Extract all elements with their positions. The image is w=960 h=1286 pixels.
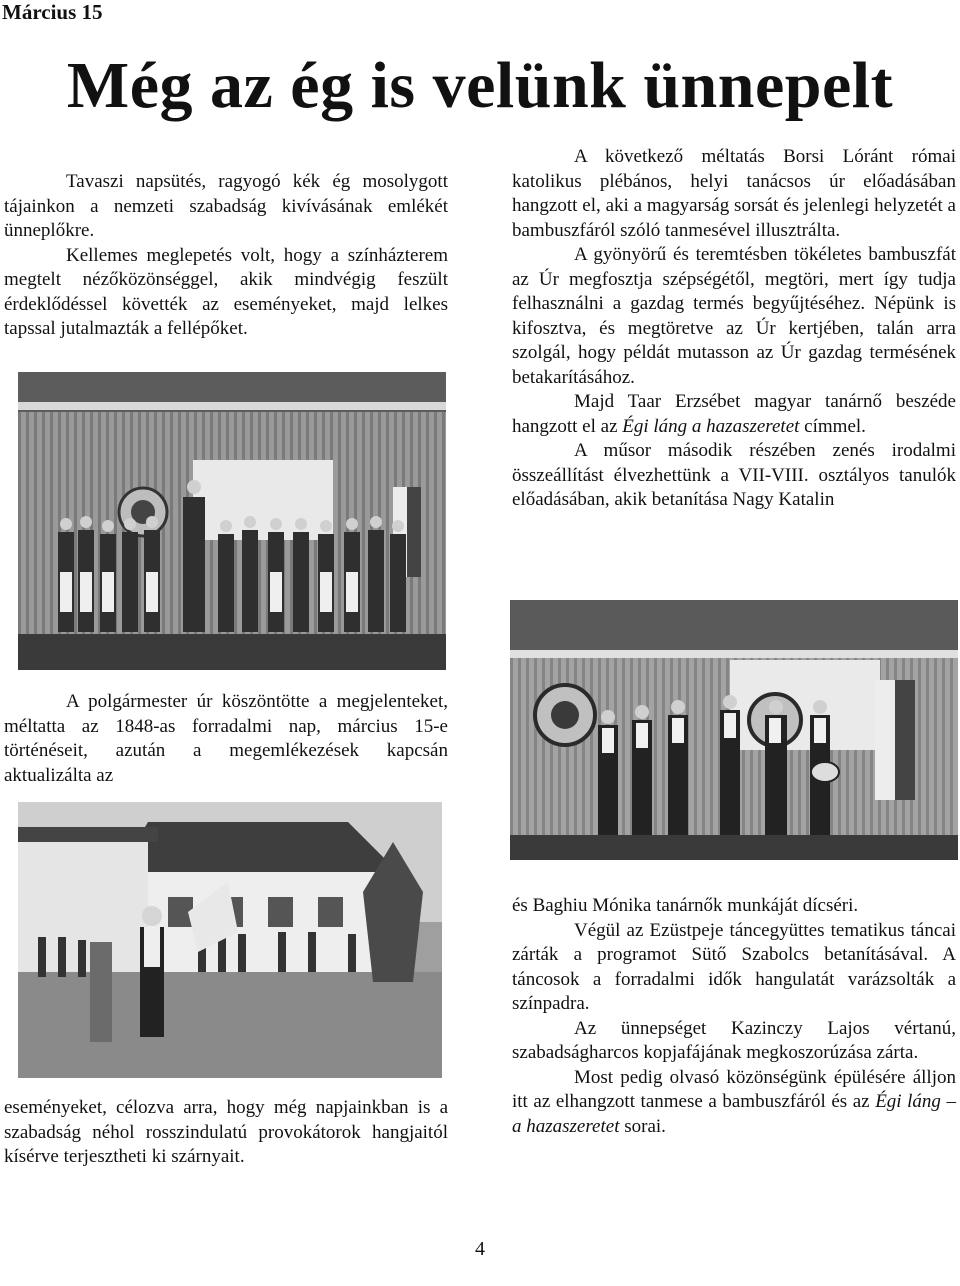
- photo-dancers-stage: [510, 600, 958, 860]
- paragraph: A műsor második részében zenés irodalmi összeállítást élvezhettünk a VII-VIII. osztályos tanulók előadásában, akik betanítása Nagy Katalin: [512, 440, 956, 510]
- paragraph: [512, 1066, 956, 1140]
- photo-outdoor-ceremony: [18, 802, 442, 1078]
- right-column-top: [512, 145, 956, 513]
- italic-title: Égi láng a hazaszeretet: [622, 415, 800, 437]
- text-run: sorai.: [619, 1115, 666, 1137]
- left-column-bottom: [4, 1096, 448, 1170]
- text-run: címmel.: [799, 415, 866, 437]
- paragraph: eseményeket, célozva arra, hogy még napjainkban is a szabadság néhol rosszindulatú provokátorok hangjaitól kísérve terjesztheti ki szárnyait.: [4, 1097, 448, 1167]
- text-run: Majd Taar Erzsébet magyar tanárnő beszéde hangzott el az: [512, 391, 956, 437]
- paragraph: Tavaszi napsütés, ragyogó kék ég mosolygott tájainkon a nemzeti szabadság kivívásának emlékét ünneplőkre.: [4, 171, 448, 241]
- page-number: 4: [475, 1238, 485, 1260]
- paragraph: Az ünnepséget Kazinczy Lajos vértanú, szabadságharcos kopjafájának megkoszorúzása zárta.: [512, 1017, 956, 1063]
- paragraph: A következő méltatás Borsi Lóránt római katolikus plébános, helyi tanácsos úr előadásában hangzott el, aki a magyarság sorsát és jelenlegi helyzetét a bambuszfáról szóló tanmesével illusztrálta.: [512, 146, 956, 241]
- text-run: Most pedig olvasó közönségünk épülésére álljon itt az elhangzott tanmese a bambuszfáról és az: [512, 1066, 956, 1112]
- paragraph: A gyönyörű és teremtésben tökéletes bambuszfát az Úr megfosztja szépségétől, megtöri, mert így tudja felhasználni a gazdag termés begyűjtéséhez. Népünk is kifosztva, és megtöretve az Úr kertjében, talán arra szolgál, hogy példát mutasson az Úr gazdag termésének betakarításához.: [512, 244, 956, 388]
- italic-title: Égi láng – a hazaszeretet: [512, 1091, 956, 1137]
- paragraph: [512, 390, 956, 439]
- left-column-middle: [4, 690, 448, 788]
- left-column-top: [4, 170, 448, 342]
- paragraph: és Baghiu Mónika tanárnők munkáját dícséri.: [512, 895, 859, 916]
- paragraph: A polgármester úr köszöntötte a megjelenteket, méltatta az 1848-as forradalmi nap, március 15-e történéseit, azután a megemlékezések kapcsán aktualizálta az: [4, 691, 448, 786]
- photo-choir-stage: [18, 372, 446, 670]
- right-column-bottom: [512, 894, 956, 1139]
- paragraph: Kellemes meglepetés volt, hogy a színházterem megtelt nézőközönséggel, akik mindvégig feszült érdeklődéssel követték az eseményeket, majd lelkes tapssal jutalmazták a fellépőket.: [4, 244, 448, 339]
- article-title: Még az ég is velünk ünnepelt: [66, 49, 894, 122]
- paragraph: Végül az Ezüstpeje táncegyüttes tematikus táncai zárták a programot Sütő Szabolcs betanításával. A táncosok a forradalmi idők hangulatát varázsolták a színpadra.: [512, 919, 956, 1014]
- issue-date: Március 15: [2, 0, 103, 24]
